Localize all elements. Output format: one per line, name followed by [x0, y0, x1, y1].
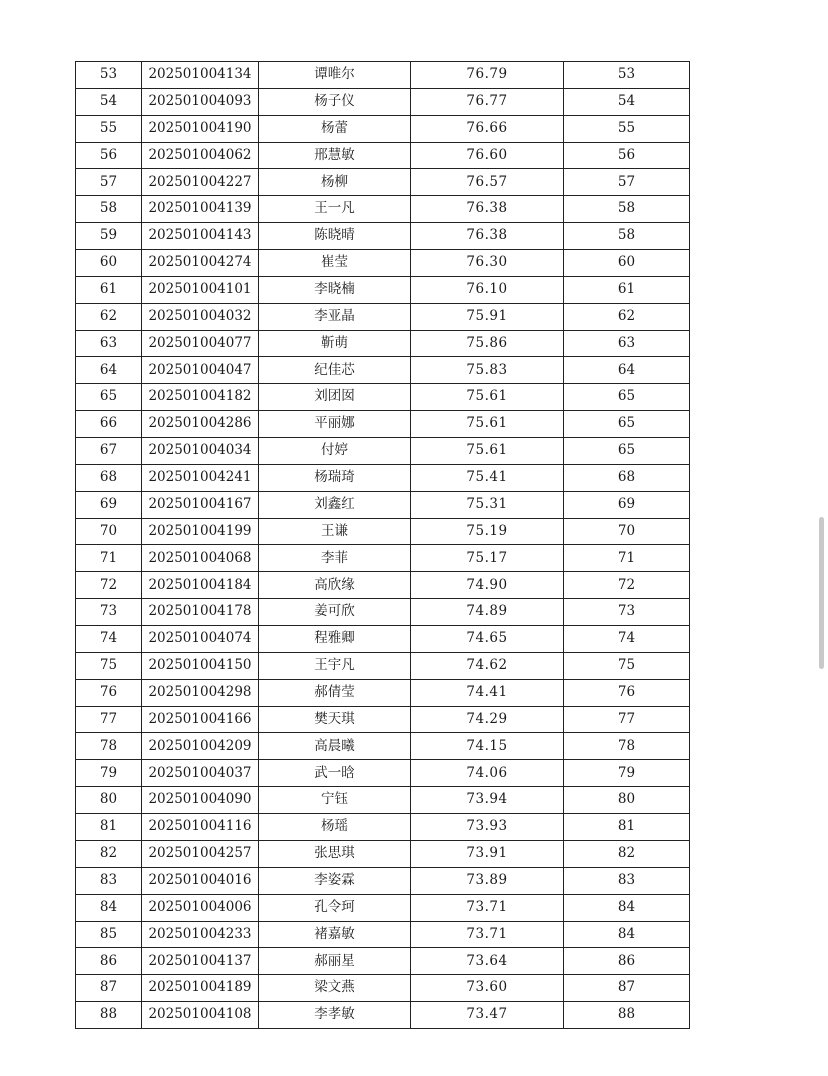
row-number-cell: 63 — [76, 330, 142, 357]
candidate-name-cell: 李菲 — [259, 545, 411, 572]
candidate-id-cell: 202501004077 — [142, 330, 259, 357]
candidate-name-cell: 靳萌 — [259, 330, 411, 357]
rank-cell: 60 — [564, 250, 690, 277]
rank-cell: 78 — [564, 733, 690, 760]
rank-cell: 73 — [564, 599, 690, 626]
rank-cell: 64 — [564, 357, 690, 384]
rank-cell: 83 — [564, 867, 690, 894]
rank-cell: 80 — [564, 787, 690, 814]
rank-cell: 70 — [564, 518, 690, 545]
score-cell: 74.65 — [411, 626, 564, 653]
candidate-id-cell: 202501004068 — [142, 545, 259, 572]
rank-cell: 79 — [564, 760, 690, 787]
candidate-name-cell: 杨子仪 — [259, 88, 411, 115]
candidate-id-cell: 202501004241 — [142, 464, 259, 491]
row-number-cell: 84 — [76, 894, 142, 921]
candidate-id-cell: 202501004257 — [142, 840, 259, 867]
score-cell: 74.62 — [411, 652, 564, 679]
candidate-name-cell: 付婷 — [259, 438, 411, 465]
score-cell: 76.30 — [411, 250, 564, 277]
score-cell: 75.61 — [411, 384, 564, 411]
row-number-cell: 77 — [76, 706, 142, 733]
table-row — [76, 250, 690, 277]
row-number-cell: 66 — [76, 411, 142, 438]
table-row — [76, 894, 690, 921]
table-row — [76, 518, 690, 545]
score-cell: 75.17 — [411, 545, 564, 572]
candidate-name-cell: 杨蕾 — [259, 115, 411, 142]
score-cell: 76.60 — [411, 142, 564, 169]
candidate-name-cell: 李亚晶 — [259, 303, 411, 330]
score-cell: 74.15 — [411, 733, 564, 760]
candidate-name-cell: 杨柳 — [259, 169, 411, 196]
table-row — [76, 464, 690, 491]
table-row — [76, 572, 690, 599]
rank-cell: 65 — [564, 438, 690, 465]
score-cell: 76.38 — [411, 223, 564, 250]
score-cell: 76.38 — [411, 196, 564, 223]
table-row — [76, 948, 690, 975]
table-row — [76, 357, 690, 384]
score-cell: 73.89 — [411, 867, 564, 894]
row-number-cell: 79 — [76, 760, 142, 787]
table-row — [76, 62, 690, 89]
row-number-cell: 88 — [76, 1002, 142, 1029]
score-cell: 74.41 — [411, 679, 564, 706]
candidate-id-cell: 202501004101 — [142, 276, 259, 303]
candidate-id-cell: 202501004286 — [142, 411, 259, 438]
candidate-id-cell: 202501004116 — [142, 814, 259, 841]
candidate-name-cell: 王宇凡 — [259, 652, 411, 679]
candidate-id-cell: 202501004093 — [142, 88, 259, 115]
score-cell: 73.93 — [411, 814, 564, 841]
candidate-name-cell: 樊天琪 — [259, 706, 411, 733]
rank-cell: 69 — [564, 491, 690, 518]
rank-cell: 76 — [564, 679, 690, 706]
rank-cell: 68 — [564, 464, 690, 491]
row-number-cell: 82 — [76, 840, 142, 867]
table-row — [76, 706, 690, 733]
candidate-id-cell: 202501004227 — [142, 169, 259, 196]
candidate-id-cell: 202501004166 — [142, 706, 259, 733]
rank-cell: 53 — [564, 62, 690, 89]
score-cell: 75.86 — [411, 330, 564, 357]
candidate-name-cell: 邢慧敏 — [259, 142, 411, 169]
row-number-cell: 61 — [76, 276, 142, 303]
table-row — [76, 867, 690, 894]
row-number-cell: 75 — [76, 652, 142, 679]
score-cell: 74.06 — [411, 760, 564, 787]
row-number-cell: 57 — [76, 169, 142, 196]
score-cell: 75.31 — [411, 491, 564, 518]
candidate-id-cell: 202501004137 — [142, 948, 259, 975]
candidate-id-cell: 202501004209 — [142, 733, 259, 760]
rank-cell: 63 — [564, 330, 690, 357]
candidate-id-cell: 202501004178 — [142, 599, 259, 626]
candidate-id-cell: 202501004090 — [142, 787, 259, 814]
candidate-name-cell: 李晓楠 — [259, 276, 411, 303]
candidate-id-cell: 202501004037 — [142, 760, 259, 787]
candidate-name-cell: 张思琪 — [259, 840, 411, 867]
candidate-id-cell: 202501004184 — [142, 572, 259, 599]
row-number-cell: 83 — [76, 867, 142, 894]
row-number-cell: 86 — [76, 948, 142, 975]
rank-cell: 65 — [564, 411, 690, 438]
table-row — [76, 679, 690, 706]
table-row — [76, 303, 690, 330]
candidate-name-cell: 李姿霖 — [259, 867, 411, 894]
candidate-name-cell: 姜可欣 — [259, 599, 411, 626]
score-cell: 74.90 — [411, 572, 564, 599]
table-row — [76, 491, 690, 518]
candidate-id-cell: 202501004016 — [142, 867, 259, 894]
row-number-cell: 59 — [76, 223, 142, 250]
table-row — [76, 330, 690, 357]
row-number-cell: 71 — [76, 545, 142, 572]
vertical-scrollbar[interactable] — [819, 517, 824, 669]
candidate-name-cell: 李孝敏 — [259, 1002, 411, 1029]
candidate-name-cell: 纪佳芯 — [259, 357, 411, 384]
candidate-name-cell: 刘鑫红 — [259, 491, 411, 518]
row-number-cell: 70 — [76, 518, 142, 545]
candidate-id-cell: 202501004047 — [142, 357, 259, 384]
table-row — [76, 88, 690, 115]
row-number-cell: 53 — [76, 62, 142, 89]
candidate-name-cell: 梁文燕 — [259, 975, 411, 1002]
score-cell: 76.66 — [411, 115, 564, 142]
rank-cell: 58 — [564, 223, 690, 250]
rank-cell: 57 — [564, 169, 690, 196]
row-number-cell: 80 — [76, 787, 142, 814]
score-cell: 76.10 — [411, 276, 564, 303]
candidate-name-cell: 杨瑞琦 — [259, 464, 411, 491]
candidate-name-cell: 王谦 — [259, 518, 411, 545]
score-cell: 75.19 — [411, 518, 564, 545]
score-cell: 74.29 — [411, 706, 564, 733]
candidate-name-cell: 刘团囡 — [259, 384, 411, 411]
candidate-name-cell: 杨瑶 — [259, 814, 411, 841]
candidate-id-cell: 202501004190 — [142, 115, 259, 142]
rank-cell: 58 — [564, 196, 690, 223]
row-number-cell: 68 — [76, 464, 142, 491]
candidate-name-cell: 王一凡 — [259, 196, 411, 223]
table-row — [76, 196, 690, 223]
rank-cell: 84 — [564, 921, 690, 948]
rank-cell: 61 — [564, 276, 690, 303]
rank-cell: 54 — [564, 88, 690, 115]
row-number-cell: 76 — [76, 679, 142, 706]
table-row — [76, 115, 690, 142]
candidate-id-cell: 202501004167 — [142, 491, 259, 518]
rank-cell: 84 — [564, 894, 690, 921]
rank-cell: 71 — [564, 545, 690, 572]
rank-cell: 55 — [564, 115, 690, 142]
score-cell: 73.91 — [411, 840, 564, 867]
row-number-cell: 56 — [76, 142, 142, 169]
score-cell: 73.94 — [411, 787, 564, 814]
candidate-name-cell: 陈晓晴 — [259, 223, 411, 250]
candidate-id-cell: 202501004298 — [142, 679, 259, 706]
score-cell: 73.64 — [411, 948, 564, 975]
table-row — [76, 733, 690, 760]
table-row — [76, 599, 690, 626]
candidate-id-cell: 202501004150 — [142, 652, 259, 679]
candidate-id-cell: 202501004182 — [142, 384, 259, 411]
score-cell: 75.61 — [411, 411, 564, 438]
rank-cell: 56 — [564, 142, 690, 169]
rank-cell: 88 — [564, 1002, 690, 1029]
row-number-cell: 73 — [76, 599, 142, 626]
table-row — [76, 384, 690, 411]
table-row — [76, 840, 690, 867]
table-row — [76, 223, 690, 250]
candidate-id-cell: 202501004062 — [142, 142, 259, 169]
candidate-name-cell: 高晨曦 — [259, 733, 411, 760]
rank-cell: 77 — [564, 706, 690, 733]
candidate-id-cell: 202501004189 — [142, 975, 259, 1002]
table-row — [76, 411, 690, 438]
candidate-name-cell: 武一晗 — [259, 760, 411, 787]
score-cell: 74.89 — [411, 599, 564, 626]
row-number-cell: 78 — [76, 733, 142, 760]
candidate-id-cell: 202501004274 — [142, 250, 259, 277]
table-row — [76, 438, 690, 465]
candidate-id-cell: 202501004199 — [142, 518, 259, 545]
rank-cell: 86 — [564, 948, 690, 975]
table-row — [76, 142, 690, 169]
table-row — [76, 975, 690, 1002]
candidate-id-cell: 202501004233 — [142, 921, 259, 948]
table-row — [76, 760, 690, 787]
candidate-name-cell: 高欣缘 — [259, 572, 411, 599]
row-number-cell: 69 — [76, 491, 142, 518]
row-number-cell: 81 — [76, 814, 142, 841]
row-number-cell: 74 — [76, 626, 142, 653]
rank-cell: 72 — [564, 572, 690, 599]
score-cell: 75.61 — [411, 438, 564, 465]
row-number-cell: 55 — [76, 115, 142, 142]
score-cell: 73.71 — [411, 894, 564, 921]
score-cell: 73.60 — [411, 975, 564, 1002]
candidate-name-cell: 孔令珂 — [259, 894, 411, 921]
candidate-id-cell: 202501004139 — [142, 196, 259, 223]
score-cell: 76.77 — [411, 88, 564, 115]
score-cell: 75.91 — [411, 303, 564, 330]
rank-cell: 62 — [564, 303, 690, 330]
row-number-cell: 60 — [76, 250, 142, 277]
row-number-cell: 62 — [76, 303, 142, 330]
table-row — [76, 921, 690, 948]
candidate-id-cell: 202501004034 — [142, 438, 259, 465]
row-number-cell: 58 — [76, 196, 142, 223]
rank-cell: 87 — [564, 975, 690, 1002]
candidate-id-cell: 202501004134 — [142, 62, 259, 89]
candidate-id-cell: 202501004108 — [142, 1002, 259, 1029]
row-number-cell: 64 — [76, 357, 142, 384]
row-number-cell: 65 — [76, 384, 142, 411]
score-cell: 75.83 — [411, 357, 564, 384]
table-row — [76, 1002, 690, 1029]
candidate-id-cell: 202501004006 — [142, 894, 259, 921]
rank-cell: 65 — [564, 384, 690, 411]
score-cell: 76.57 — [411, 169, 564, 196]
table-row — [76, 652, 690, 679]
candidate-name-cell: 崔莹 — [259, 250, 411, 277]
candidate-name-cell: 宁钰 — [259, 787, 411, 814]
row-number-cell: 67 — [76, 438, 142, 465]
score-cell: 73.47 — [411, 1002, 564, 1029]
candidate-id-cell: 202501004074 — [142, 626, 259, 653]
table-row — [76, 814, 690, 841]
candidate-name-cell: 郝丽星 — [259, 948, 411, 975]
candidate-name-cell: 郝倩莹 — [259, 679, 411, 706]
results-table — [75, 61, 690, 1029]
table-row — [76, 545, 690, 572]
table-row — [76, 276, 690, 303]
candidate-id-cell: 202501004032 — [142, 303, 259, 330]
row-number-cell: 54 — [76, 88, 142, 115]
score-cell: 73.71 — [411, 921, 564, 948]
candidate-id-cell: 202501004143 — [142, 223, 259, 250]
results-table-body — [76, 62, 690, 1029]
candidate-name-cell: 平丽娜 — [259, 411, 411, 438]
candidate-name-cell: 褚嘉敏 — [259, 921, 411, 948]
row-number-cell: 85 — [76, 921, 142, 948]
row-number-cell: 87 — [76, 975, 142, 1002]
row-number-cell: 72 — [76, 572, 142, 599]
rank-cell: 82 — [564, 840, 690, 867]
table-row — [76, 626, 690, 653]
candidate-name-cell: 谭唯尔 — [259, 62, 411, 89]
rank-cell: 75 — [564, 652, 690, 679]
rank-cell: 81 — [564, 814, 690, 841]
rank-cell: 74 — [564, 626, 690, 653]
score-cell: 75.41 — [411, 464, 564, 491]
candidate-name-cell: 程雅卿 — [259, 626, 411, 653]
table-row — [76, 787, 690, 814]
table-row — [76, 169, 690, 196]
score-cell: 76.79 — [411, 62, 564, 89]
